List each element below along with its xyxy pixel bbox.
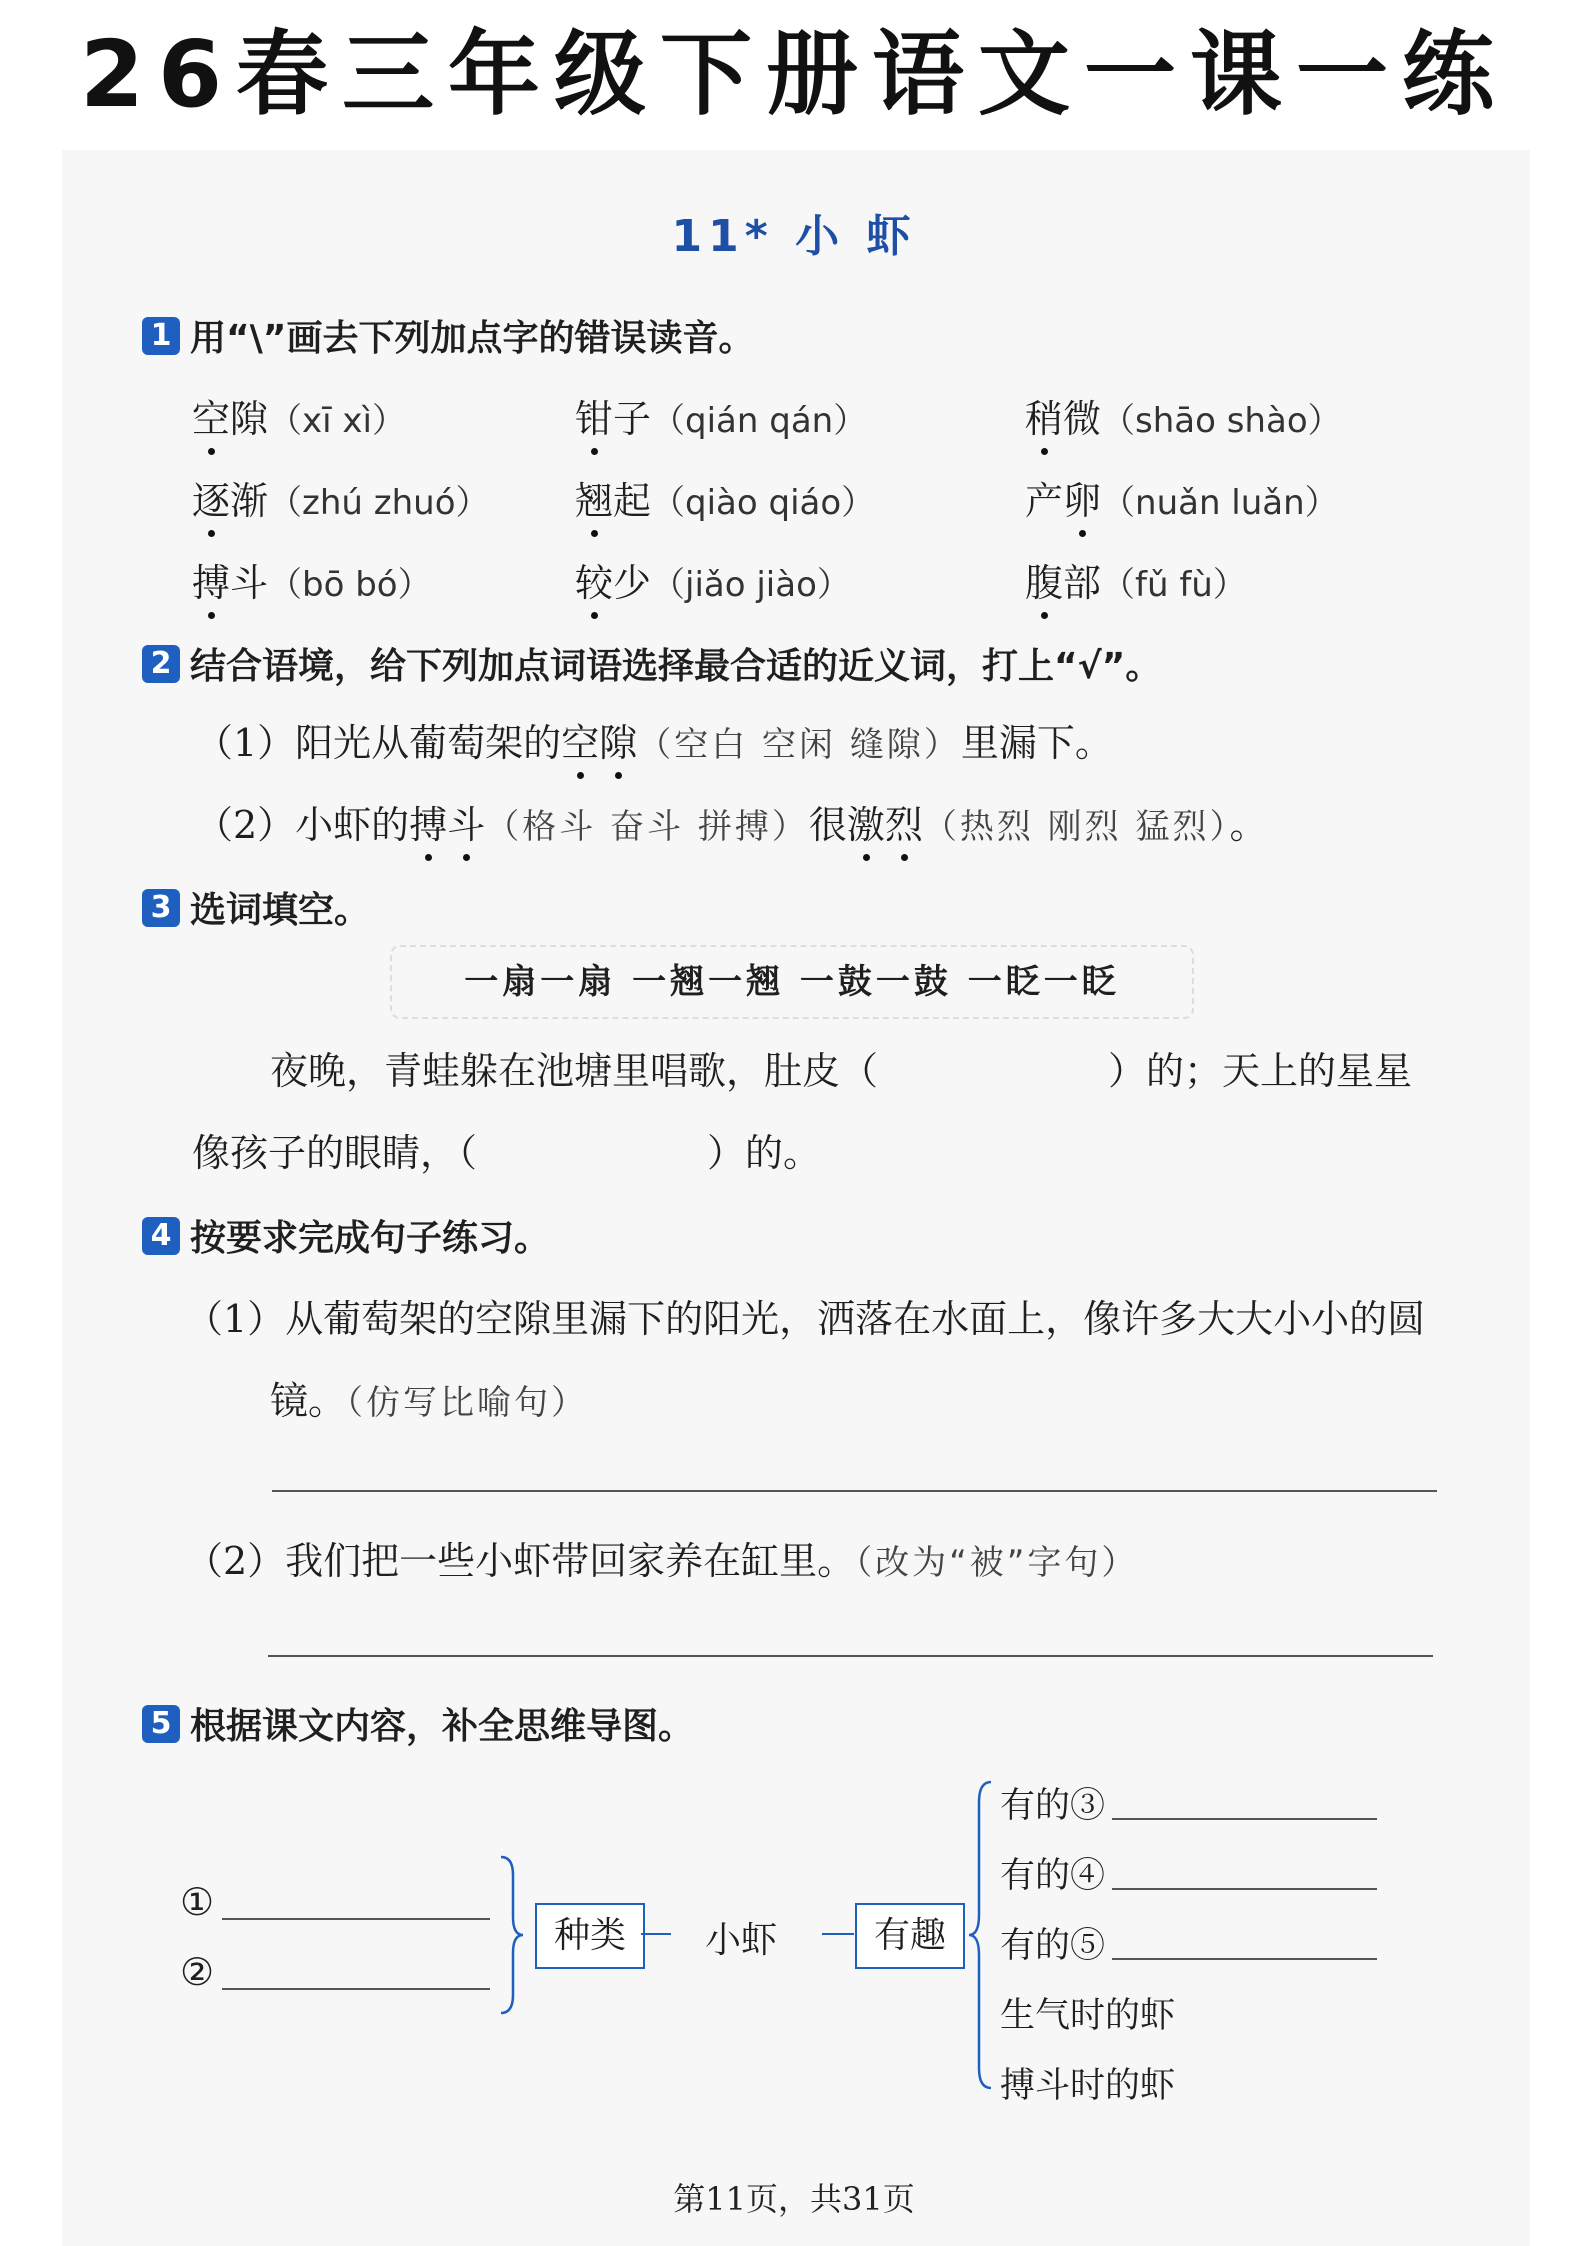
pinyin-options: （nuǎn luǎn） (1101, 483, 1339, 523)
word: 产卵 (1025, 479, 1101, 523)
connector-line (822, 1933, 854, 1935)
choice-options: （空白 空闲 缝隙） (637, 725, 961, 765)
word: 翘起 (575, 479, 651, 523)
mindmap-branch-angry: 生气时的虾 (1000, 1996, 1176, 2036)
sentence-text: 镜。 (270, 1379, 347, 1423)
q3-paragraph-line-2 (192, 1122, 821, 1177)
sentence-text: （2）小虾的 (195, 803, 410, 847)
lesson-title: 11* 小 虾 (671, 211, 917, 262)
answer-line[interactable] (222, 1918, 490, 1920)
dotted-word: 空隙 (561, 721, 637, 765)
question-number: 4 (142, 1217, 180, 1255)
sentence-text: （2）我们把一些小虾带回家养在缸里。 (185, 1539, 856, 1583)
pinyin-options: （fǔ fù） (1101, 565, 1247, 605)
q1-item (1025, 388, 1342, 443)
q1-item (192, 470, 490, 525)
word: 空隙 (192, 397, 268, 441)
choice-options: （格斗 奋斗 拼搏） (485, 807, 809, 847)
question-instruction: 根据课文内容，补全思维导图。 (190, 1706, 695, 1747)
mindmap-center: 小虾 (705, 1920, 778, 1961)
sentence-text: 像孩子的眼睛，（ (192, 1131, 478, 1175)
q4-sentence-1-line-2 (270, 1370, 588, 1425)
question-1-heading (142, 310, 754, 361)
right-brace (965, 1780, 995, 2090)
question-2-heading (142, 638, 1161, 689)
word: 钳子 (575, 397, 651, 441)
pinyin-options: （qiào qiáo） (651, 483, 876, 523)
answer-line[interactable] (1112, 1888, 1377, 1890)
pinyin-options: （bō bó） (268, 565, 432, 605)
mindmap-blank-1 (180, 1880, 214, 1924)
kinds-box: 种类 (535, 1903, 645, 1969)
left-brace (495, 1855, 525, 2015)
pinyin-options: （xī xì） (268, 401, 406, 441)
word: 较少 (575, 561, 651, 605)
mindmap-branch-5: 有的⑤ (1000, 1926, 1106, 1966)
answer-line[interactable] (222, 1988, 490, 1990)
sentence-text: 里漏下。 (960, 721, 1113, 765)
question-instruction: 按要求完成句子练习。 (190, 1218, 551, 1259)
answer-line[interactable] (1112, 1818, 1377, 1820)
q4-sentence-1-line-1: （1）从葡萄架的空隙里漏下的阳光，洒落在水面上，像许多大大小小的圆 (185, 1297, 1426, 1341)
word: 逐渐 (192, 479, 268, 523)
question-instruction: 选词填空。 (190, 890, 371, 931)
q1-item (192, 552, 432, 607)
mindmap-branch-4: 有的④ (1000, 1856, 1106, 1896)
question-4-heading (142, 1210, 550, 1261)
mindmap-branch-3: 有的③ (1000, 1786, 1106, 1826)
q1-item (575, 388, 867, 443)
question-instruction: 用“\”画去下列加点字的错误读音。 (190, 318, 755, 359)
choice-options: （热烈 刚烈 猛烈） (922, 807, 1230, 847)
pinyin-options: （zhú zhuó） (268, 483, 490, 523)
q1-item (575, 552, 851, 607)
answer-line[interactable] (1112, 1958, 1377, 1960)
question-number: 2 (142, 645, 180, 683)
sentence-text: 很 (808, 803, 847, 847)
answer-line[interactable] (272, 1490, 1437, 1492)
q1-item (1025, 552, 1247, 607)
word: 腹部 (1025, 561, 1101, 605)
q2-sentence-1 (195, 712, 1113, 767)
q4-sentence-2 (185, 1530, 1138, 1585)
q2-sentence-2 (195, 794, 1268, 849)
dotted-word: 搏斗 (409, 803, 485, 847)
pinyin-options: （qián qán） (651, 401, 868, 441)
q3-paragraph-line-1 (270, 1040, 1412, 1095)
connector-line (641, 1933, 671, 1935)
word: 稍微 (1025, 397, 1101, 441)
requirement-note: （仿写比喻句） (346, 1383, 589, 1423)
sentence-text: ）的；天上的星星 (1108, 1049, 1413, 1093)
blank-label: ① (180, 1880, 215, 1924)
question-5-heading (142, 1698, 694, 1749)
page-footer: 第11页，共31页 (673, 2180, 915, 2218)
mindmap-branch-fight: 搏斗时的虾 (1000, 2066, 1176, 2106)
q1-item (1025, 470, 1339, 525)
word-bank: 一扇一扇 一翘一翘 一鼓一鼓 一眨一眨 (390, 945, 1194, 1019)
q1-item (575, 470, 875, 525)
word: 搏斗 (192, 561, 268, 605)
question-number: 5 (142, 1705, 180, 1743)
answer-line[interactable] (268, 1655, 1433, 1657)
question-number: 1 (142, 317, 180, 355)
blank-label: ② (180, 1950, 215, 1994)
question-3-heading (142, 882, 370, 933)
requirement-note: （改为“被”字句） (855, 1543, 1139, 1583)
mindmap-blank-2 (180, 1950, 214, 1994)
q1-item (192, 388, 406, 443)
dotted-word: 激烈 (847, 803, 923, 847)
sentence-text: 。 (1229, 803, 1268, 847)
question-instruction: 结合语境，给下列加点词语选择最合适的近义词，打上“√”。 (190, 646, 1162, 687)
sentence-text: 夜晚，青蛙躲在池塘里唱歌，肚皮（ (270, 1049, 879, 1093)
sentence-text: ）的。 (707, 1131, 822, 1175)
worksheet-background (62, 150, 1530, 2246)
pinyin-options: （jiǎo jiào） (651, 565, 851, 605)
pinyin-options: （shāo shào） (1101, 401, 1342, 441)
question-number: 3 (142, 889, 180, 927)
page-banner-title: 26春三年级下册语文一课一练 (79, 21, 1509, 128)
sentence-text: （1）阳光从葡萄架的 (195, 721, 562, 765)
fun-box: 有趣 (855, 1903, 965, 1969)
